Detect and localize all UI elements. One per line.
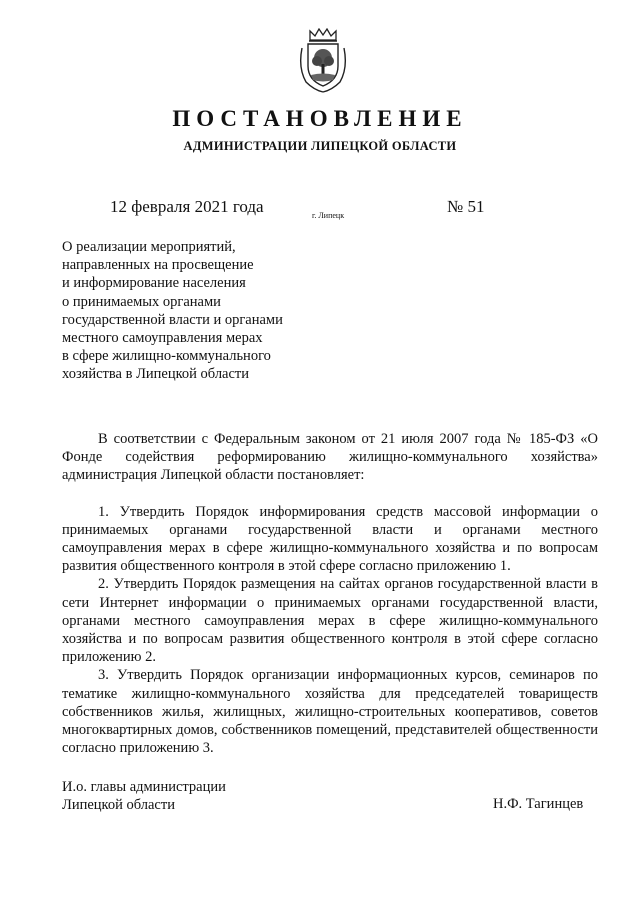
subject-line: местного самоуправления мерах xyxy=(62,330,263,347)
subject-line: в сфере жилищно-коммунального xyxy=(62,348,271,365)
subject-line: хозяйства в Липецкой области xyxy=(62,366,250,383)
document-body xyxy=(62,430,598,757)
subject-line: и информирование населения xyxy=(62,275,246,292)
document-date: 12 февраля 2021 года xyxy=(110,197,264,216)
subject-line: о принимаемых органами xyxy=(62,293,221,310)
resolution-item-3: 3. Утвердить Порядок организации информационных курсов, семинаров по тематике жилищно-коммунального хозяйства для председателей товариществ собственников жилья, жилищных, жилищно-строительных кооперативов, советов многоквартирных домов, собственников помещений, представителей общественности согласно приложению 3. xyxy=(62,667,598,757)
signatory-position-line: И.о. главы администрации xyxy=(62,779,226,795)
document-number: № 51 xyxy=(447,197,485,216)
subject-line: направленных на просвещение xyxy=(62,257,254,274)
subject-line: О реализации мероприятий, xyxy=(62,239,236,255)
document-title: ПОСТАНОВЛЕНИЕ xyxy=(172,106,468,131)
signatory-position-line: Липецкой области xyxy=(62,797,175,814)
signatory-position xyxy=(62,778,226,814)
lipetsk-coat-of-arms-icon xyxy=(298,28,348,94)
resolution-item-2: 2. Утвердить Порядок размещения на сайтах органов государственной власти в сети Интернет информации о принимаемых органами государственной власти, органами местного самоуправления мерах в сфере жилищно-коммунального хозяйства и по вопросам развития общественного контроля в этой сфере согласно приложению 2. xyxy=(62,576,598,666)
subject-line: государственной власти и органами xyxy=(62,311,283,328)
issuing-authority: АДМИНИСТРАЦИИ ЛИПЕЦКОЙ ОБЛАСТИ xyxy=(183,139,457,153)
document-subject xyxy=(62,238,283,384)
resolution-item-1: 1. Утвердить Порядок информирования средств массовой информации о принимаемых органами государственной власти и органами местного самоуправления мерах в сфере жилищно-коммунального хозяйства и по вопросам развития общественного контроля в этой сфере согласно приложению 1. xyxy=(62,503,598,575)
signatory-name: Н.Ф. Тагинцев xyxy=(493,796,584,812)
preamble-paragraph: В соответствии с Федеральным законом от 21 июля 2007 года № 185-ФЗ «О Фонде содействия реформированию жилищно-коммунального хозяйства» администрация Липецкой области постановляет: xyxy=(62,431,598,484)
document-city: г. Липецк xyxy=(312,211,345,220)
